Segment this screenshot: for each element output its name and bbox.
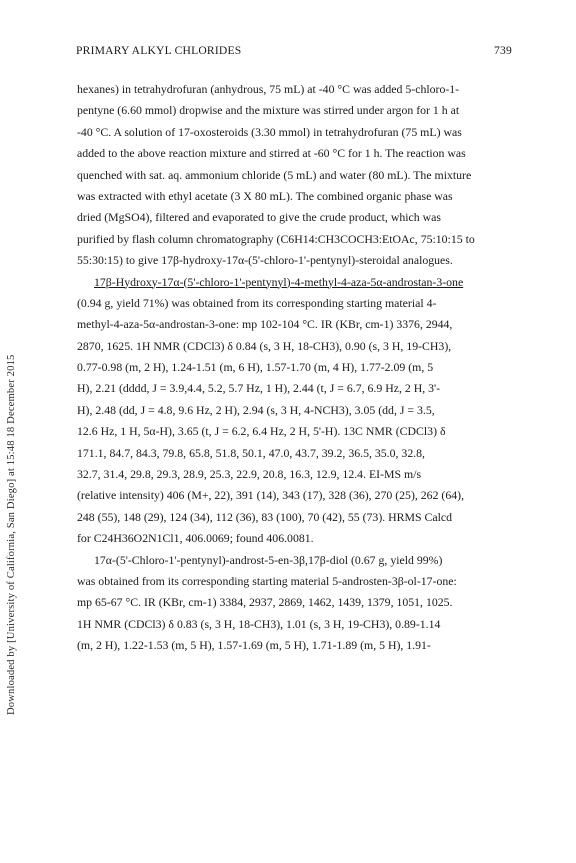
text-line: purified by flash column chromatography (C6H14:CH3COCH3:EtOAc, 75:10:15 to <box>77 231 475 246</box>
download-note: Downloaded by [University of California, San Diego] at 15:48 18 December 2015 <box>6 354 17 715</box>
text-line: methyl-4-aza-5α-androstan-3-one: mp 102-104 °C. IR (KBr, cm-1) 3376, 2944, <box>77 317 453 332</box>
download-watermark <box>6 135 20 715</box>
text-line: mp 65-67 °C. IR (KBr, cm-1) 3384, 2937, 2869, 1462, 1439, 1379, 1051, 1025. <box>77 595 453 610</box>
text-line: for C24H36O2N1Cl1, 406.0069; found 406.0081. <box>77 531 314 546</box>
text-line: 171.1, 84.7, 84.3, 79.8, 65.8, 51.8, 50.1, 47.0, 43.7, 39.2, 36.5, 35.0, 32.8, <box>77 445 426 460</box>
text-line: added to the above reaction mixture and stirred at -60 °C for 1 h. The reaction was <box>77 146 466 161</box>
text-line: quenched with sat. aq. ammonium chloride (5 mL) and water (80 mL). The mixture <box>77 167 472 182</box>
text-line: pentyne (6.60 mmol) dropwise and the mixture was stirred under argon for 1 h at <box>77 103 460 118</box>
text-line: 1H NMR (CDCl3) δ 0.83 (s, 3 H, 18-CH3), 1.01 (s, 3 H, 19-CH3), 0.89-1.14 <box>77 616 441 631</box>
text-line: 0.77-0.98 (m, 2 H), 1.24-1.51 (m, 6 H), 1.57-1.70 (m, 4 H), 1.77-2.09 (m, 5 <box>77 360 434 375</box>
running-header <box>76 44 516 60</box>
running-title: PRIMARY ALKYL CHLORIDES <box>76 44 242 57</box>
text-line: hexanes) in tetrahydrofuran (anhydrous, 75 mL) at -40 °C was added 5-chloro-1- <box>77 82 460 96</box>
text-line: (0.94 g, yield 71%) was obtained from its corresponding starting material 4- <box>77 295 437 310</box>
text-line: H), 2.48 (dd, J = 4.8, 9.6 Hz, 2 H), 2.94 (s, 3 H, 4-NCH3), 3.05 (dd, J = 3.5, <box>77 402 435 417</box>
compound-heading: 17β-Hydroxy-17α-(5'-chloro-1'-pentynyl)-4-methyl-4-aza-5α-androstan-3-one <box>94 274 464 289</box>
text-line: 12.6 Hz, 1 H, 5α-H), 3.65 (t, J = 6.2, 6.4 Hz, 2 H, 5'-H). 13C NMR (CDCl3) δ <box>77 424 446 439</box>
text-line: 32.7, 31.4, 29.8, 29.3, 28.9, 25.3, 22.9, 20.8, 16.3, 12.9, 12.4. EI-MS m/s <box>77 467 422 482</box>
text-line: was obtained from its corresponding starting material 5-androsten-3β-ol-17-one: <box>77 573 457 588</box>
text-line: 55:30:15) to give 17β-hydroxy-17α-(5'-chloro-1'-pentynyl)-steroidal analogues. <box>77 253 453 268</box>
text-line: (relative intensity) 406 (M+, 22), 391 (14), 343 (17), 328 (36), 270 (25), 262 (64), <box>77 488 465 503</box>
text-line: (m, 2 H), 1.22-1.53 (m, 5 H), 1.57-1.69 (m, 5 H), 1.71-1.89 (m, 5 H), 1.91- <box>77 638 431 653</box>
text-line: was extracted with ethyl acetate (3 X 80 mL). The combined organic phase was <box>77 188 453 203</box>
text-line: 2870, 1625. 1H NMR (CDCl3) δ 0.84 (s, 3 H, 18-CH3), 0.90 (s, 3 H, 19-CH3), <box>77 338 452 353</box>
text-line: -40 °C. A solution of 17-oxosteroids (3.30 mmol) in tetrahydrofuran (75 mL) was <box>77 124 462 139</box>
text-line: 248 (55), 148 (29), 124 (34), 112 (36), 83 (100), 70 (42), 55 (73). HRMS Calcd <box>77 509 453 524</box>
body-text <box>77 79 503 657</box>
text-line: dried (MgSO4), filtered and evaporated to give the crude product, which was <box>77 210 441 225</box>
page-number: 739 <box>494 44 512 57</box>
text-line: H), 2.21 (dddd, J = 3.9,4.4, 5.2, 5.7 Hz, 1 H), 2.44 (t, J = 6.7, 6.9 Hz, 2 H, 3'- <box>77 381 441 396</box>
compound-heading: 17α-(5'-Chloro-1'-pentynyl)-androst-5-en-3β,17β-diol (0.67 g, yield 99%) <box>94 552 443 567</box>
